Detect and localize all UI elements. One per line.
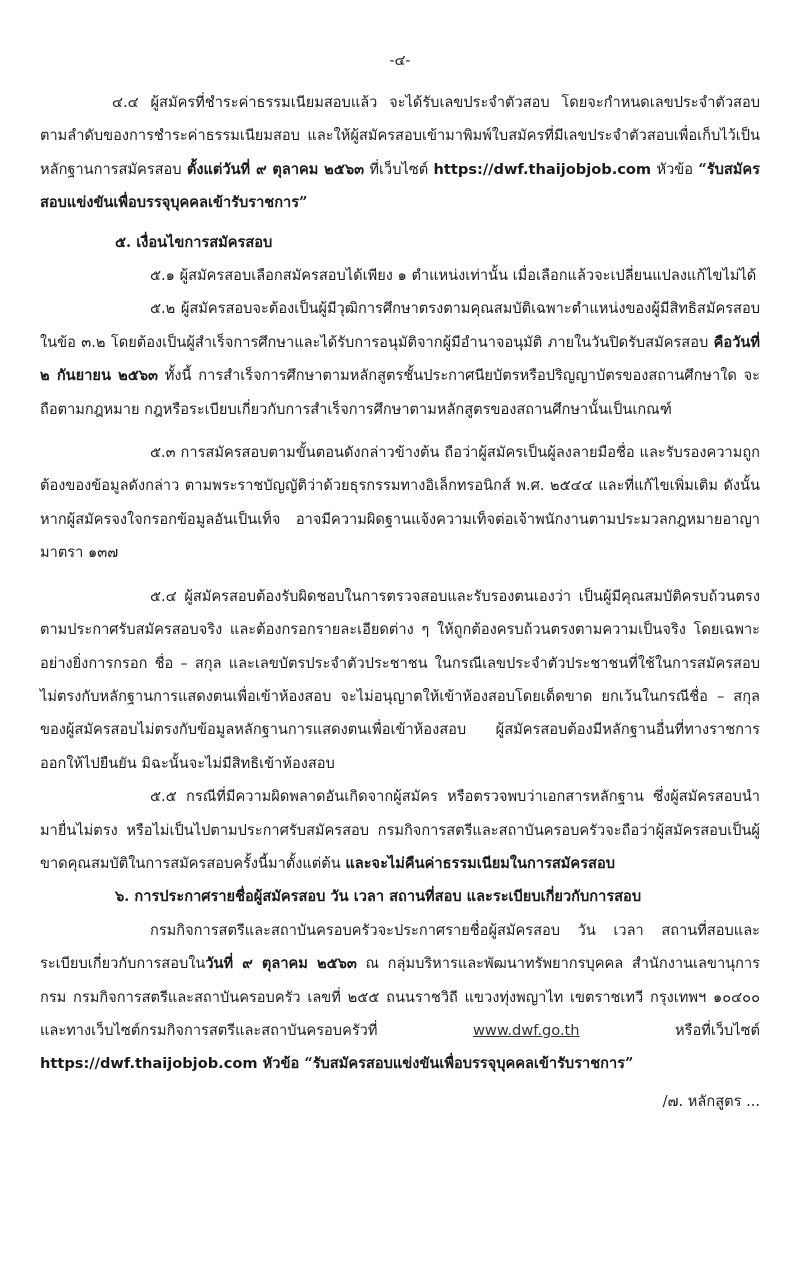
dwf-website-link[interactable]: www.dwf.go.th — [472, 1021, 580, 1039]
bold-date: วันที่ ๙ ตุลาคม ๒๕๖๓ — [205, 955, 357, 973]
text: ๕.๒ ผู้สมัครสอบจะต้องเป็นผู้มีวุฒิการศึกษาตรงตามคุณสมบัติเฉพาะตำแหน่งของผู้มีสิทธิสมัครสอบ ในข้อ ๓.๒ โดยต้องเป็นผู้สำเร็จการศึกษาและได้รับการอนุมัติจากผู้มีอำนาจอนุมัติ ภายในวันปิดรับสมัครสอบ — [40, 300, 760, 351]
bold-date: ตั้งแต่วันที่ ๙ ตุลาคม ๒๕๖๓ — [186, 160, 365, 178]
next-page-marker: /๗. หลักสูตร ... — [662, 1092, 760, 1110]
text: ณ กลุ่มบริหารและพัฒนาทรัพยากรบุคคล สำนักงานเลขานุการกรม กรมกิจการสตรีและสถาบันครอบครัว เลขที่ ๒๕๕ ถนนราชวิถี แขวงทุ่งพญาไท เขตราชเทวี กรุงเทพฯ ๑๐๔๐๐ และทางเว็บไซต์กรมกิจการสตรีและสถาบันครอบครัวที่ — [40, 955, 760, 1039]
paragraph-6 — [40, 914, 760, 1081]
paragraph-5-1: ๕.๑ ผู้สมัครสอบเลือกสมัครสอบได้เพียง ๑ ตำแหน่งเท่านั้น เมื่อเลือกแล้วจะเปลี่ยนแปลงแก้ไขไม่ได้ — [150, 267, 757, 285]
section-5-heading: ๕. เงื่อนไขการสมัครสอบ — [115, 233, 273, 251]
text: ๔.๔ ผู้สมัครที่ชำระค่าธรรมเนียมสอบแล้ว จะได้รับเลขประจำตัวสอบ โดยจะกำหนดเลขประจำตัวสอบตามลำดับของการชำระค่าธรรมเนียมสอบ และให้ผู้สมัครสอบเข้ามาพิมพ์ใบสมัครที่มีเลขประจำตัวสอบเพื่อเก็บไว้เป็นหลักฐานการสมัครสอบ — [40, 94, 760, 178]
page-number: -๔- — [389, 52, 411, 69]
paragraph-4-4 — [40, 86, 760, 220]
text: หรือที่เว็บไซต์ — [579, 1021, 761, 1039]
text: หัวข้อ — [651, 160, 699, 178]
paragraph-5-5 — [40, 780, 760, 880]
text: กรมกิจการสตรีและสถาบันครอบครัวจะประกาศรายชื่อผู้สมัครสอบ วัน เวลา สถานที่สอบและระเบียบเกี่ยวกับการสอบใน — [40, 921, 760, 973]
website-url[interactable]: https://dwf.thaijobjob.com — [40, 1055, 258, 1073]
bold-text: และจะไม่คืนค่าธรรมเนียมในการสมัครสอบ — [345, 854, 615, 872]
website-url[interactable]: https://dwf.thaijobjob.com — [433, 160, 652, 178]
bold-date: คือวันที่ ๒ กันยายน ๒๕๖๓ — [40, 333, 760, 385]
text: ๕.๕ กรณีที่มีความผิดพลาดอันเกิดจากผู้สมัคร หรือตรวจพบว่าเอกสารหลักฐาน ซึ่งผู้สมัครสอบนำมายื่นไม่ตรง หรือไม่เป็นไปตามประกาศรับสมัครสอบ กรมกิจการสตรีและสถาบันครอบครัวจะถือว่าผู้สมัครสอบเป็นผู้ขาดคุณสมบัติในการสมัครสอบครั้งนี้มาตั้งแต่ต้น — [40, 788, 760, 872]
paragraph-5-2 — [40, 292, 760, 426]
text: หัวข้อ — [257, 1055, 305, 1073]
paragraph-5-4: ๕.๔ ผู้สมัครสอบต้องรับผิดชอบในการตรวจสอบและรับรองตนเองว่า เป็นผู้มีคุณสมบัติครบถ้วนตรงตามประกาศรับสมัครสอบจริง และต้องกรอกรายละเอียดต่าง ๆ ให้ถูกต้องครบถ้วนตรงตามความเป็นจริง โดยเฉพาะอย่างยิ่งการกรอก ชื่อ – สกุล และเลขบัตรประจำตัวประชาชน ในกรณีเลขประจำตัวประชาชนที่ใช้ในการสมัครสอบไม่ตรงกับหลักฐานการแสดงตนเพื่อเข้าห้องสอบ จะไม่อนุญาตให้เข้าห้องสอบโดยเด็ดขาด ยกเว้นในกรณีชื่อ – สกุล ของผู้สมัครสอบไม่ตรงกับข้อมูลหลักฐานการแสดงตนเพื่อเข้าห้องสอบ ผู้สมัครสอบต้องมีหลักฐานอื่นที่ทางราชการออกให้ไปยืนยัน มิฉะนั้นจะไม่มีสิทธิเข้าห้องสอบ — [40, 587, 760, 772]
bold-topic: “รับสมัครสอบแข่งขันเพื่อบรรจุบุคคลเข้ารับราชการ” — [304, 1055, 634, 1073]
bold-topic: “รับสมัครสอบแข่งขันเพื่อบรรจุบุคคลเข้ารับราชการ” — [40, 160, 760, 212]
text: ทั้งนี้ การสำเร็จการศึกษาตามหลักสูตรชั้นประกาศนียบัตรหรือปริญญาบัตรของสถานศึกษาใด จะถือตามกฎหมาย กฎหรือระเบียบเกี่ยวกับการสำเร็จการศึกษาตามหลักสูตรของสถานศึกษานั้นเป็นเกณฑ์ — [40, 367, 760, 418]
paragraph-5-3: ๕.๓ การสมัครสอบตามขั้นตอนดังกล่าวข้างต้น ถือว่าผู้สมัครเป็นผู้ลงลายมือชื่อ และรับรองความถูกต้องของข้อมูลดังกล่าว ตามพระราชบัญญัติว่าด้วยธุรกรรมทางอิเล็กทรอนิกส์ พ.ศ. ๒๕๔๔ และที่แก้ไขเพิ่มเติม ดังนั้น หากผู้สมัครจงใจกรอกข้อมูลอันเป็นเท็จ อาจมีความผิดฐานแจ้งความเท็จต่อเจ้าพนักงานตามประมวลกฎหมายอาญา มาตรา ๑๓๗ — [40, 444, 760, 562]
section-6-heading: ๖. การประกาศรายชื่อผู้สมัครสอบ วัน เวลา สถานที่สอบ และระเบียบเกี่ยวกับการสอบ — [115, 888, 642, 906]
text: ที่เว็บไซต์ — [364, 160, 434, 178]
